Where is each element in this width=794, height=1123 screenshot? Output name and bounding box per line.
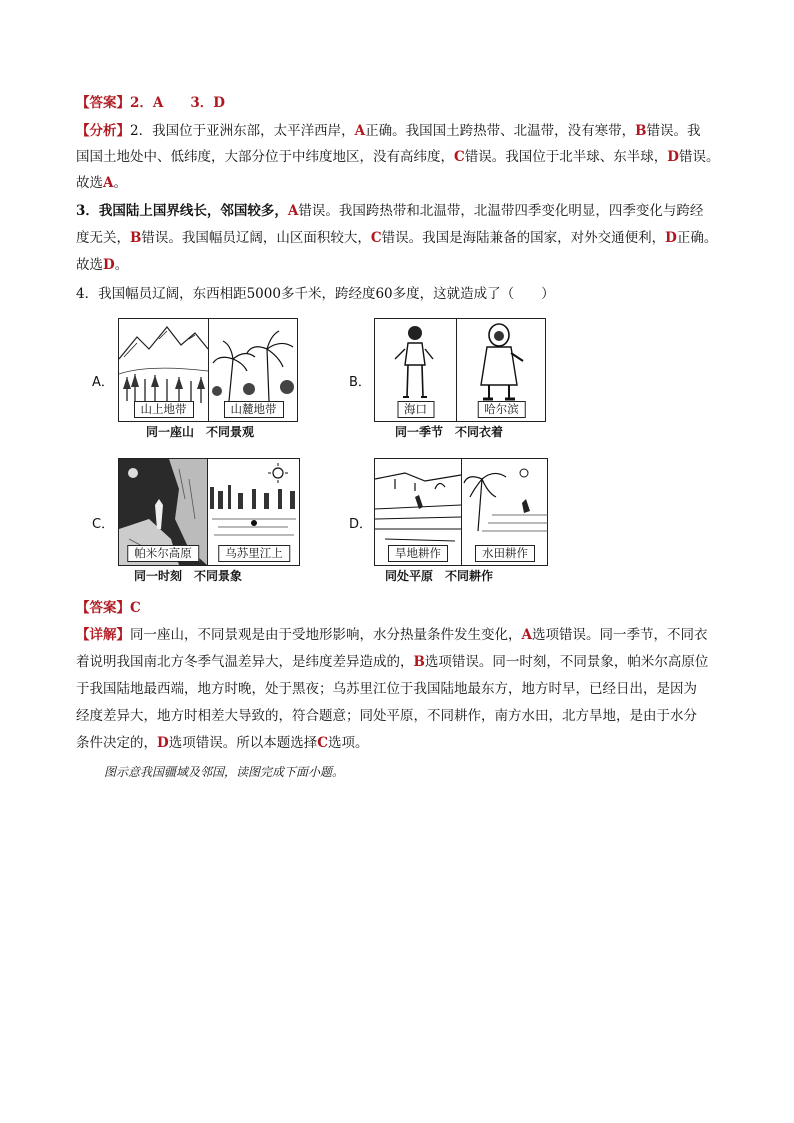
option-d-letter[interactable]: D． bbox=[349, 517, 373, 532]
option-ref: A bbox=[287, 203, 299, 219]
text: 3．我国陆上国界线长，邻国较多， bbox=[76, 203, 288, 219]
option-ref: D bbox=[157, 735, 169, 751]
detail-line-2 bbox=[76, 652, 726, 672]
answer-text: C bbox=[130, 600, 141, 616]
option-ref: B bbox=[413, 654, 425, 670]
text: 错误。我 bbox=[646, 123, 701, 139]
text: 错误。我国跨热带和北温带，北温带四季变化明显，四季变化与跨经 bbox=[298, 203, 704, 219]
option-ref: D bbox=[665, 230, 677, 246]
text: 度无关， bbox=[76, 230, 130, 246]
detail-tag: 【详解】 bbox=[76, 627, 130, 643]
mountain-top-scene bbox=[119, 319, 208, 421]
option-a-letter[interactable]: A． bbox=[92, 375, 114, 390]
option-b-image[interactable] bbox=[374, 318, 546, 422]
option-b-caption: 同一季节 不同衣着 bbox=[395, 425, 504, 439]
text: 选项。 bbox=[327, 735, 369, 751]
text: 正确。我国国土跨热带、北温带，没有寒带， bbox=[365, 123, 636, 139]
option-b-letter[interactable]: B． bbox=[349, 375, 371, 390]
option-c-image[interactable] bbox=[118, 458, 300, 566]
option-ref: B bbox=[130, 230, 142, 246]
text: 国国土地处中、低纬度，大部分位于中纬度地区，没有高纬度， bbox=[76, 149, 454, 165]
text: 故选 bbox=[76, 175, 103, 191]
mountain-foot-scene bbox=[208, 319, 298, 421]
text: 故选 bbox=[76, 257, 103, 273]
option-d-image[interactable] bbox=[374, 458, 548, 566]
option-c-letter[interactable]: C． bbox=[92, 517, 115, 532]
wusuli-sunrise-scene bbox=[207, 459, 300, 565]
text: 于我国陆地最西端，地方时晚，处于黑夜；乌苏里江位于我国陆地最东方，地方时早，已经日出，是因为 bbox=[76, 681, 697, 697]
label-pamir: 帕米尔高原 bbox=[127, 545, 199, 562]
text: 选项错误。同一时刻，不同景象，帕米尔高原位 bbox=[424, 654, 709, 670]
option-ref: C bbox=[317, 735, 328, 751]
text: 。 bbox=[114, 257, 129, 273]
option-a-caption: 同一座山 不同景观 bbox=[146, 425, 255, 439]
haikou-scene bbox=[375, 319, 456, 421]
text: 4．我国幅员辽阔，东西相距5000多千米，跨经度60多度，这就造成了（ ） bbox=[76, 286, 555, 302]
answer-text: 2．A 3．D bbox=[130, 95, 225, 111]
option-ref: D bbox=[667, 149, 679, 165]
detail-line-4 bbox=[76, 706, 726, 726]
text: 错误。我国位于北半球、东半球， bbox=[464, 149, 668, 165]
option-a-image[interactable] bbox=[118, 318, 298, 422]
text: 着说明我国南北方冬季气温差异大，是纬度差异造成的， bbox=[76, 654, 414, 670]
option-ref: A bbox=[521, 627, 532, 643]
analysis-q2-line-2 bbox=[76, 147, 726, 167]
detail-line-3 bbox=[76, 679, 726, 699]
text: 选项错误。所以本题选择 bbox=[168, 735, 318, 751]
label-mountain-top: 山上地带 bbox=[134, 401, 194, 418]
analysis-q3-line-2 bbox=[76, 228, 726, 248]
option-ref: B bbox=[635, 123, 647, 139]
analysis-q3-line-1 bbox=[76, 201, 726, 221]
text: 错误。 bbox=[678, 149, 720, 165]
label-wusuli: 乌苏里江上 bbox=[218, 545, 290, 562]
text: 同一座山，不同景观是由于受地形影响，水分热量条件发生变化， bbox=[130, 627, 522, 643]
paddy-farming-scene bbox=[461, 459, 548, 565]
analysis-tag: 【分析】 bbox=[76, 123, 130, 139]
answer-line-1 bbox=[76, 93, 726, 113]
text: 经度差异大，地方时相差大导致的，符合题意；同处平原，不同耕作，南方水田，北方旱地，是由于水分 bbox=[76, 708, 697, 724]
option-ref: C bbox=[370, 230, 382, 246]
option-d-caption: 同处平原 不同耕作 bbox=[385, 569, 494, 583]
answer-tag: 【答案】 bbox=[76, 95, 130, 111]
option-ref: D bbox=[103, 257, 115, 273]
detail-line-5 bbox=[76, 733, 726, 753]
label-dry-farming: 旱地耕作 bbox=[388, 545, 448, 562]
option-c-caption: 同一时刻 不同景象 bbox=[134, 569, 243, 583]
option-ref: A bbox=[103, 175, 114, 191]
analysis-q2-line-3 bbox=[76, 173, 726, 193]
answer-line-2 bbox=[76, 598, 726, 618]
label-paddy-farming: 水田耕作 bbox=[475, 545, 535, 562]
label-harbin: 哈尔滨 bbox=[477, 401, 526, 418]
analysis-q2-line-1 bbox=[76, 121, 726, 141]
pamir-night-scene bbox=[119, 459, 207, 565]
text: 正确。 bbox=[676, 230, 718, 246]
harbin-scene bbox=[456, 319, 546, 421]
label-mountain-foot: 山麓地带 bbox=[224, 401, 284, 418]
analysis-q3-line-3 bbox=[76, 255, 726, 275]
answer-tag: 【答案】 bbox=[76, 600, 130, 616]
option-ref: C bbox=[454, 149, 465, 165]
option-ref: A bbox=[354, 123, 366, 139]
text: 2．我国位于亚洲东部，太平洋西岸， bbox=[130, 123, 355, 139]
text: 。 bbox=[113, 175, 127, 191]
text: 选项错误。同一季节，不同衣 bbox=[531, 627, 708, 643]
text: 错误。我国是海陆兼备的国家，对外交通便利， bbox=[381, 230, 666, 246]
text: 错误。我国幅员辽阔，山区面积较大， bbox=[141, 230, 371, 246]
label-haikou: 海口 bbox=[397, 401, 434, 418]
detail-line-1 bbox=[76, 625, 726, 645]
text: 条件决定的， bbox=[76, 735, 157, 751]
question-4-stem bbox=[76, 284, 726, 304]
next-question-intro: 图示意我国疆域及邻国，读图完成下面小题。 bbox=[104, 765, 345, 779]
dry-farming-scene bbox=[375, 459, 461, 565]
